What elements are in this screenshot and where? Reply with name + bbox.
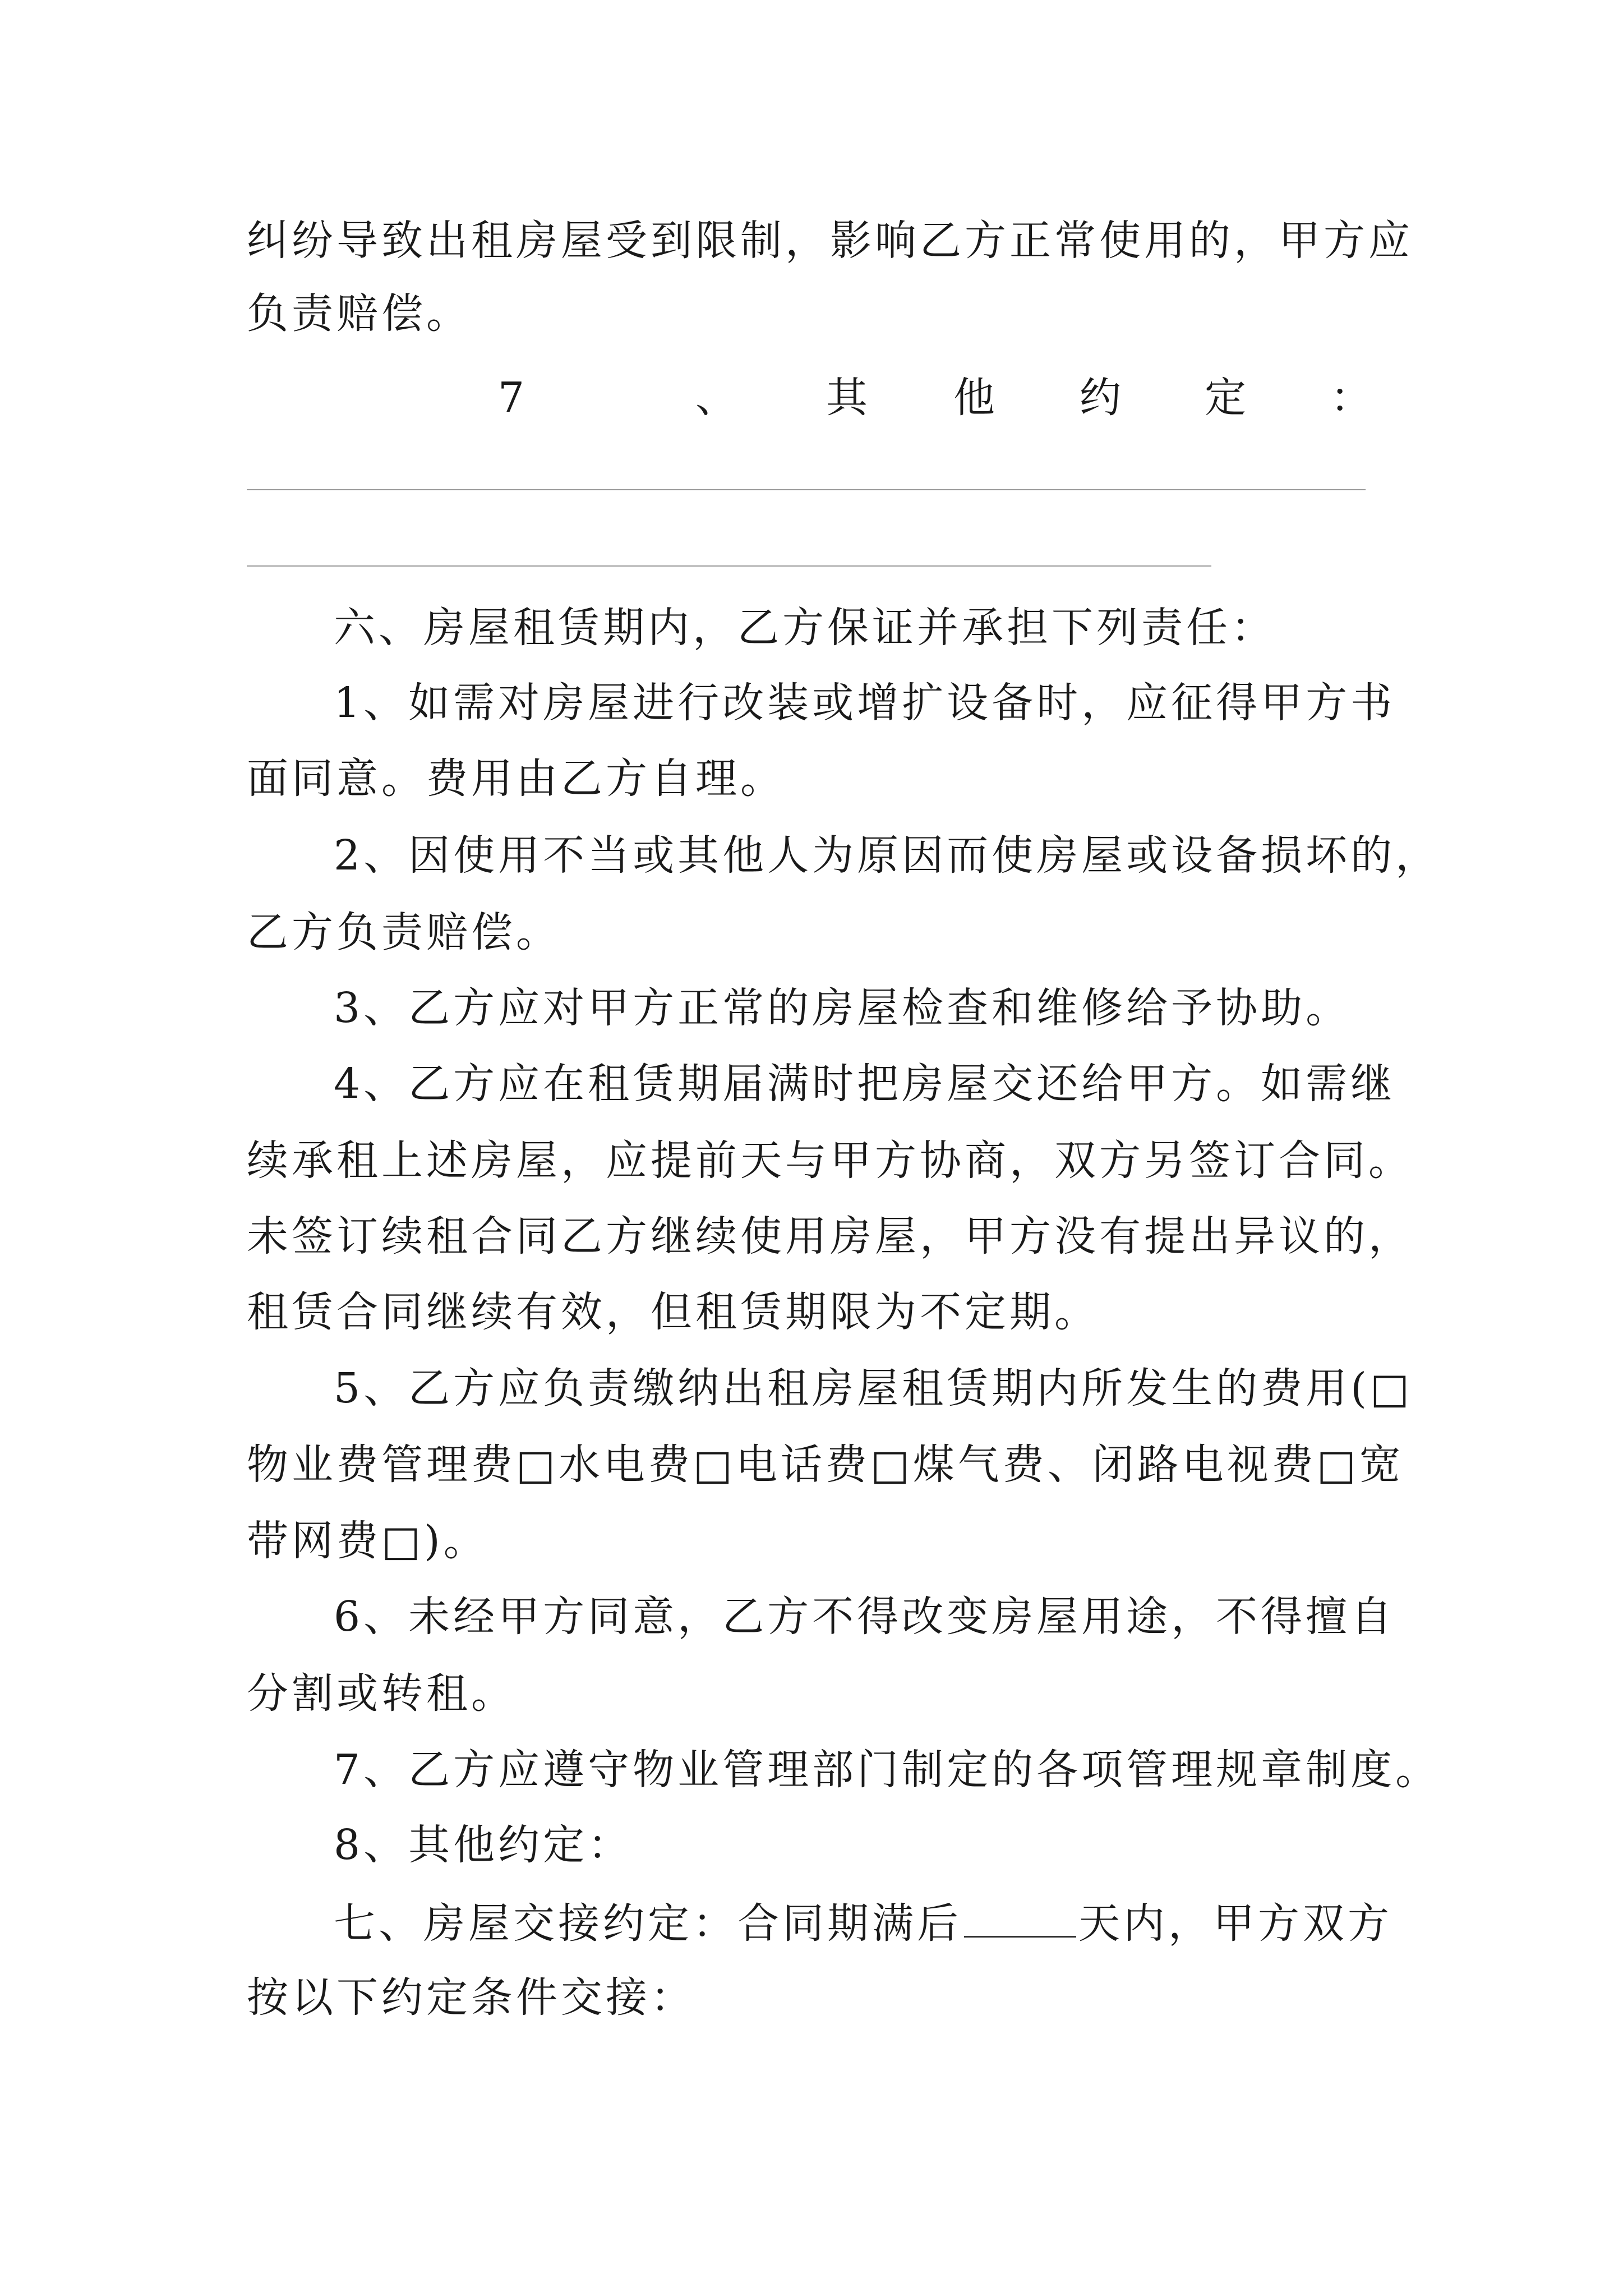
- paragraph-line: 按以下约定条件交接：: [247, 1973, 695, 2022]
- days-blank: [964, 1901, 1076, 1938]
- spread-char: ：: [1330, 374, 1372, 422]
- paragraph-line: 分割或转租。: [247, 1669, 516, 1718]
- paragraph-line: 负责赔偿。: [247, 289, 471, 338]
- paragraph-line: 乙方负责赔偿。: [247, 908, 561, 956]
- paragraph-line: 面同意。费用由乙方自理。: [247, 754, 785, 803]
- blank-fill-line: [247, 565, 1211, 567]
- spread-char: 其: [826, 374, 868, 422]
- paragraph-line: 3、乙方应对甲方正常的房屋检查和维修给予协助。: [334, 984, 1351, 1032]
- paragraph-line: 物业费管理费□水电费□电话费□煤气费、闭路电视费□宽: [247, 1441, 1404, 1489]
- paragraph-line: 续承租上述房屋，应提前天与甲方协商，双方另签订合同。: [247, 1137, 1413, 1185]
- paragraph-line: 6、未经甲方同意，乙方不得改变房屋用途，不得擅自: [334, 1593, 1396, 1641]
- section7-text-after: 天内，甲方双方: [1078, 1899, 1393, 1948]
- spread-char: 、: [695, 374, 737, 422]
- section7-text-before: 七、房屋交接约定：合同期满后: [334, 1899, 962, 1948]
- paragraph-line: 未签订续租合同乙方继续使用房屋，甲方没有提出异议的，: [247, 1212, 1413, 1260]
- spread-char: 约: [1080, 374, 1121, 422]
- section-heading: [334, 1899, 1393, 1948]
- paragraph-line: 7、乙方应遵守物业管理部门制定的各项管理规章制度。: [334, 1746, 1441, 1794]
- paragraph-line: 租赁合同继续有效，但租赁期限为不定期。: [247, 1288, 1099, 1336]
- section-heading: 六、房屋租赁期内，乙方保证并承担下列责任：: [334, 604, 1276, 652]
- paragraph-line: 8、其他约定：: [334, 1821, 633, 1869]
- paragraph-line: 纠纷导致出租房屋受到限制，影响乙方正常使用的，甲方应: [247, 217, 1413, 265]
- spread-char: 定: [1205, 374, 1246, 422]
- spread-char: 他: [953, 374, 995, 422]
- spread-char: 7: [498, 374, 525, 422]
- paragraph-line: 5、乙方应负责缴纳出租房屋租赁期内所发生的费用(□: [334, 1364, 1413, 1412]
- paragraph-line: 1、如需对房屋进行改装或增扩设备时，应征得甲方书: [334, 679, 1396, 727]
- paragraph-line: 带网费□)。: [247, 1517, 488, 1565]
- blank-fill-line: [247, 489, 1366, 490]
- paragraph-line: 2、因使用不当或其他人为原因而使房屋或设备损坏的，: [334, 831, 1441, 880]
- paragraph-line: 4、乙方应在租赁期届满时把房屋交还给甲方。如需继: [334, 1060, 1396, 1108]
